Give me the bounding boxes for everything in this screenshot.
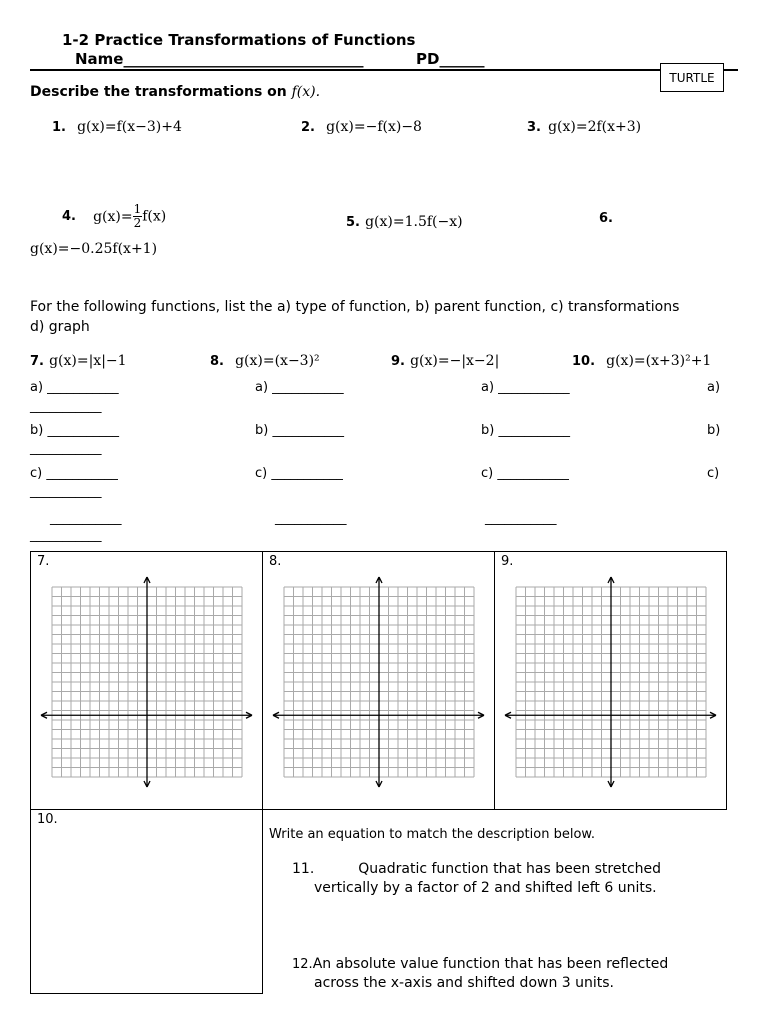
question-11-line1: Quadratic function that has been stretched <box>358 861 662 877</box>
answer-8c-continued[interactable]: ___________ <box>275 511 347 526</box>
section2-instruction-line2: d) graph <box>30 319 90 335</box>
question-12-number: 12. <box>292 957 313 972</box>
coordinate-grid-8[interactable] <box>263 552 494 809</box>
problem-5-number: 5. <box>346 215 360 230</box>
problem-7-number: 7. <box>30 354 44 369</box>
problem-3-number: 3. <box>527 120 541 135</box>
period-line[interactable]: PD______ <box>416 50 485 68</box>
answer-9c-continued[interactable]: ___________ <box>485 511 557 526</box>
problem-9-expression: g(x)=−|x−2| <box>410 353 500 369</box>
section2-instruction: For the following functions, list the a) type of function, b) parent function, c) transformations <box>30 299 680 315</box>
problem-8-expression: g(x)=(x−3)² <box>235 353 320 369</box>
graph-box-9 <box>494 551 727 810</box>
problem-6-expression: g(x)=−0.25f(x+1) <box>30 241 158 257</box>
graph-box-10-label: 10. <box>37 812 58 827</box>
coordinate-grid-7[interactable] <box>31 552 262 809</box>
answer-7b[interactable]: b) ___________ <box>30 423 119 438</box>
section3-instruction: Write an equation to match the description below. <box>269 827 595 842</box>
answer-7a[interactable]: a) ___________ <box>30 380 119 395</box>
problem-3 <box>527 116 641 135</box>
header-rule <box>30 69 738 71</box>
answer-7c-continued[interactable]: ___________ <box>50 511 122 526</box>
problem-7 <box>30 350 127 369</box>
answer-10a-line[interactable]: ___________ <box>30 399 102 414</box>
section1-instruction-text: Describe the transformations on <box>30 84 287 100</box>
name-line[interactable]: Name________________________________ <box>75 50 364 68</box>
graph-box-7-label: 7. <box>37 554 50 569</box>
problem-7-expression: g(x)=|x|−1 <box>49 353 127 369</box>
answer-10c-continued[interactable]: ___________ <box>30 528 102 543</box>
graph-box-7 <box>30 551 263 810</box>
problem-10-expression: g(x)=(x+3)²+1 <box>606 353 712 369</box>
question-12-line1: An absolute value function that has been reflected <box>312 956 669 972</box>
problem-10 <box>572 350 711 369</box>
problem-6-number: 6. <box>599 211 613 226</box>
answer-10c-label[interactable]: c) <box>707 466 720 481</box>
question-12 <box>292 955 668 993</box>
question-12-line2: across the x-axis and shifted down 3 units. <box>314 975 615 991</box>
graph-box-8 <box>262 551 495 810</box>
problem-2-expression: g(x)=−f(x)−8 <box>326 119 422 135</box>
problem-4-expression-prefix: g(x)= <box>93 208 133 225</box>
fraction-numerator: 1 <box>133 202 142 216</box>
graph-box-8-label: 8. <box>269 554 282 569</box>
problem-2-number: 2. <box>301 120 315 135</box>
turtle-badge: TURTLE <box>660 63 724 92</box>
problem-10-number: 10. <box>572 354 596 369</box>
problem-3-expression: g(x)=2f(x+3) <box>548 119 642 135</box>
graph-box-10[interactable] <box>30 809 263 994</box>
answer-8b[interactable]: b) ___________ <box>255 423 344 438</box>
answer-8a[interactable]: a) ___________ <box>255 380 344 395</box>
question-11 <box>292 860 661 898</box>
problem-4 <box>62 203 166 230</box>
problem-4-expression-suffix: f(x) <box>142 208 167 225</box>
section1-instruction-fx: f(x). <box>291 84 321 100</box>
problem-5 <box>346 211 463 230</box>
problem-4-fraction <box>133 203 143 230</box>
page-title: 1-2 Practice Transformations of Functions <box>62 31 416 49</box>
answer-9b[interactable]: b) ___________ <box>481 423 570 438</box>
section1-instruction <box>30 84 320 100</box>
answer-10c-line[interactable]: ___________ <box>30 484 102 499</box>
problem-1 <box>52 116 182 135</box>
problem-1-number: 1. <box>52 120 66 135</box>
problem-9 <box>391 350 499 369</box>
question-11-number: 11. <box>292 861 315 877</box>
answer-10b-label[interactable]: b) <box>707 423 721 438</box>
fraction-denominator: 2 <box>133 216 142 230</box>
answer-7c[interactable]: c) ___________ <box>30 466 118 481</box>
problem-8 <box>210 350 320 369</box>
answer-8c[interactable]: c) ___________ <box>255 466 343 481</box>
problem-5-expression: g(x)=1.5f(−x) <box>365 214 463 230</box>
answer-9c[interactable]: c) ___________ <box>481 466 569 481</box>
question-11-line2: vertically by a factor of 2 and shifted left 6 units. <box>314 880 657 896</box>
problem-2 <box>301 116 422 135</box>
answer-9a[interactable]: a) ___________ <box>481 380 570 395</box>
problem-8-number: 8. <box>210 354 224 369</box>
coordinate-grid-9[interactable] <box>495 552 726 809</box>
answer-10a-label[interactable]: a) <box>707 380 721 395</box>
answer-10b-line[interactable]: ___________ <box>30 441 102 456</box>
problem-9-number: 9. <box>391 354 405 369</box>
problem-4-number: 4. <box>62 209 76 224</box>
graph-box-9-label: 9. <box>501 554 514 569</box>
problem-1-expression: g(x)=f(x−3)+4 <box>77 119 182 135</box>
